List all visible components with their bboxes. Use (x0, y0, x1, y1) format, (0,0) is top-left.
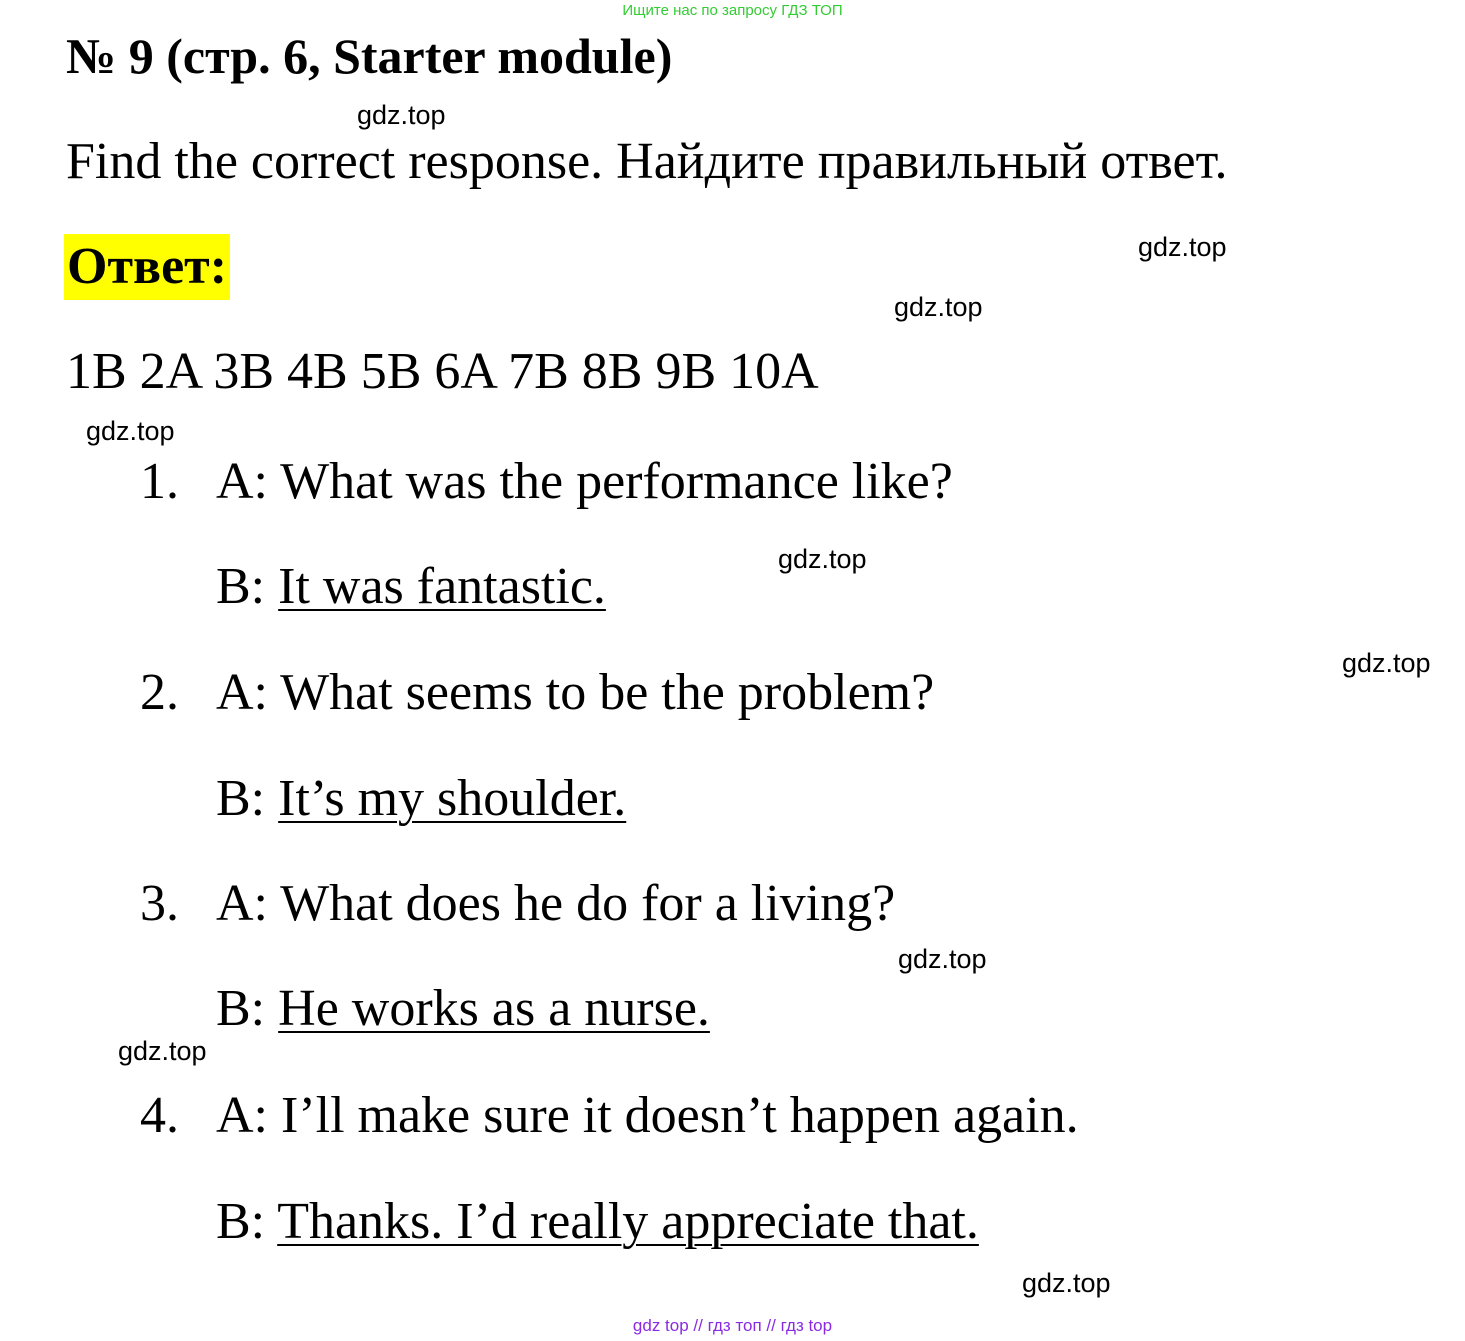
search-hint-banner: Ищите нас по запросу ГДЗ ТОП (622, 2, 843, 19)
question-text: I’ll make sure it doesn’t happen again. (281, 1087, 1079, 1144)
speaker-b-line (216, 977, 710, 1041)
speaker-b-label: B: (216, 980, 266, 1037)
response-text: It was fantastic. (278, 558, 606, 615)
watermark: gdz.top (1022, 1268, 1111, 1298)
speaker-a-label: A: (216, 453, 268, 510)
watermark: gdz.top (778, 544, 867, 574)
speaker-b-label: B: (216, 1193, 266, 1250)
watermark: gdz.top (894, 292, 983, 322)
speaker-a-label: A: (216, 875, 268, 932)
speaker-b-line (216, 1190, 979, 1254)
speaker-b-label: B: (216, 770, 266, 827)
speaker-a-label: A: (216, 1087, 268, 1144)
watermark: gdz.top (86, 416, 175, 446)
response-text: It’s my shoulder. (278, 770, 627, 827)
watermark: gdz.top (898, 944, 987, 974)
question-text: What does he do for a living? (280, 875, 896, 932)
watermark: gdz.top (1138, 232, 1227, 262)
speaker-b-line (216, 555, 606, 619)
item-number: 1. (140, 453, 179, 510)
watermark: gdz.top (357, 100, 446, 130)
answer-label: Ответ: (64, 234, 230, 300)
exercise-title: № 9 (стр. 6, Starter module) (66, 28, 673, 84)
item-number: 3. (140, 875, 179, 932)
question-text: What was the performance like? (280, 453, 953, 510)
answer-key: 1B 2A 3B 4B 5B 6A 7B 8B 9B 10A (66, 343, 819, 400)
footer-watermark: gdz top // гдз топ // гдз top (632, 1316, 833, 1335)
response-text: He works as a nurse. (278, 980, 710, 1037)
speaker-a-line (216, 661, 934, 725)
speaker-a-line (216, 1084, 1079, 1148)
watermark: gdz.top (1342, 648, 1431, 678)
exercise-instruction: Find the correct response. Найдите правильный ответ. (66, 133, 1228, 190)
speaker-a-line (216, 450, 953, 514)
speaker-b-label: B: (216, 558, 266, 615)
item-number: 4. (140, 1087, 179, 1144)
response-text: Thanks. I’d really appreciate that. (277, 1193, 979, 1250)
question-text: What seems to be the problem? (280, 664, 935, 721)
speaker-a-line (216, 872, 895, 936)
speaker-a-label: A: (216, 664, 268, 721)
watermark: gdz.top (118, 1036, 207, 1066)
item-number: 2. (140, 664, 179, 721)
speaker-b-line (216, 767, 626, 831)
